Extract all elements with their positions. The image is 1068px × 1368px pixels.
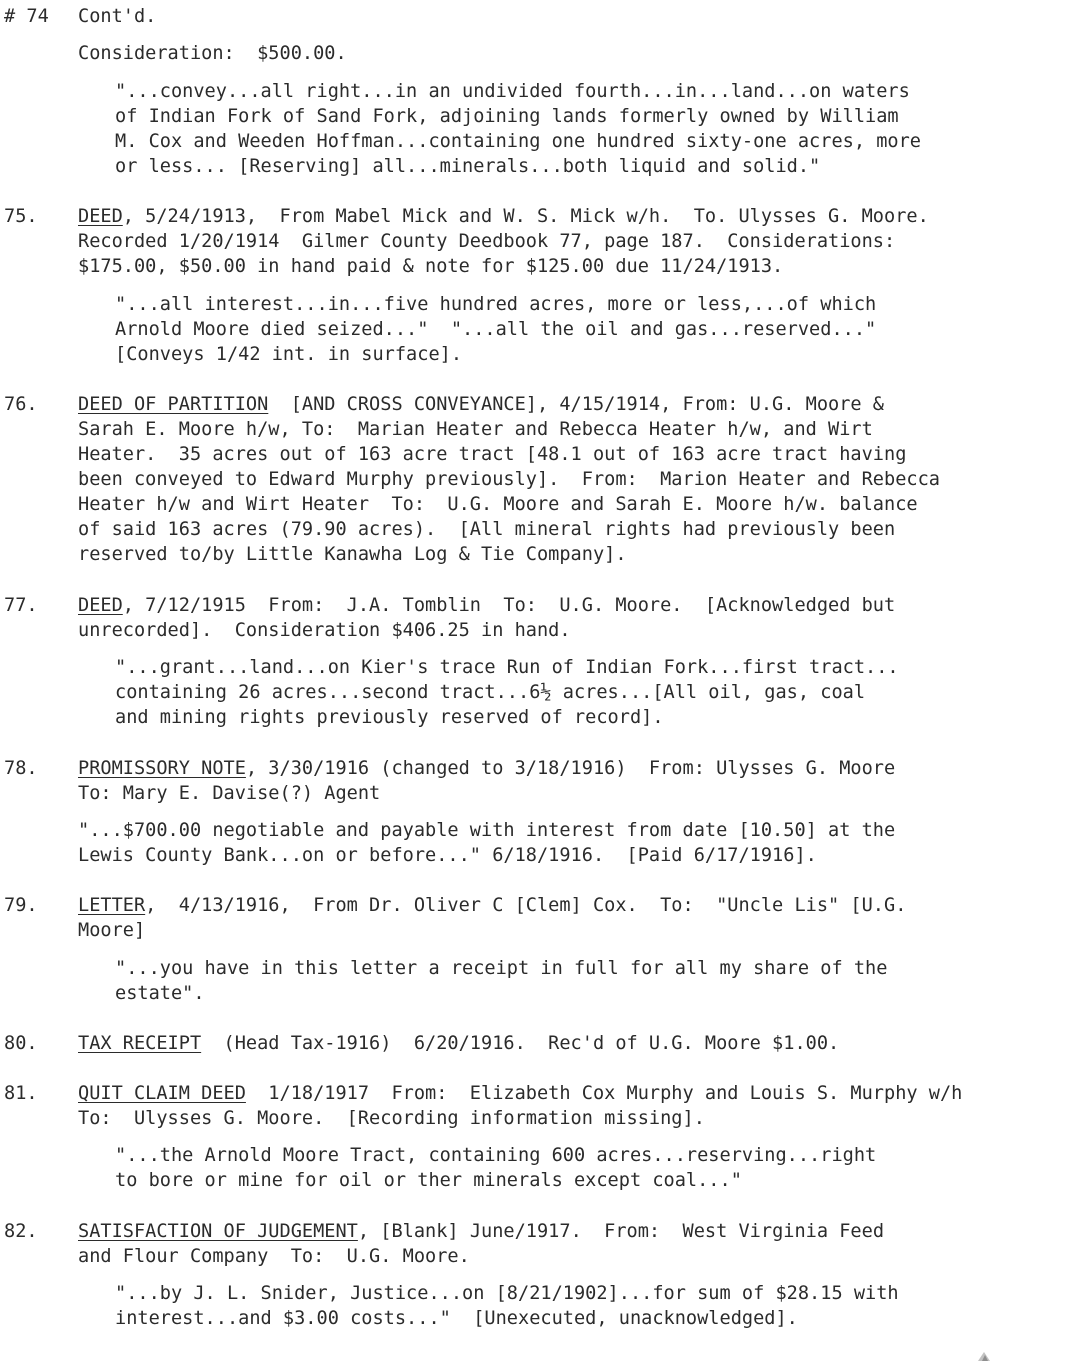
entry-number: 76. — [4, 394, 38, 415]
continued-label: Cont'd. — [78, 6, 157, 27]
entry-76-line: Heater. 35 acres out of 163 acre tract [48.1 out of 163 acre tract having — [78, 444, 907, 465]
entry-81-line: To: Ulysses G. Moore. [Recording information missing]. — [78, 1108, 705, 1129]
entry-title: QUIT CLAIM DEED — [78, 1083, 246, 1104]
entry-75-line: $175.00, $50.00 in hand paid & note for $125.00 due 11/24/1913. — [78, 256, 784, 277]
entry-81-quote: to bore or mine for oil or ther minerals except coal..." — [115, 1170, 742, 1191]
entry-76-line: reserved to/by Little Kanawha Log & Tie Company]. — [78, 544, 627, 565]
entry-82-quote: "...by J. L. Snider, Justice...on [8/21/1902]...for sum of $28.15 with — [115, 1283, 899, 1304]
entry-title: SATISFACTION OF JUDGEMENT — [78, 1221, 358, 1242]
entry-76-line: of said 163 acres (79.90 acres). [All mineral rights had previously been — [78, 519, 896, 540]
scan-mark-icon — [976, 1350, 992, 1362]
entry-number: 75. — [4, 206, 38, 227]
page-number: # 74 — [4, 6, 49, 27]
entry-77-line: unrecorded]. Consideration $406.25 in hand. — [78, 620, 571, 641]
entry-78-quote: "...$700.00 negotiable and payable with interest from date [10.50] at the — [78, 820, 896, 841]
entry-81-quote: "...the Arnold Moore Tract, containing 600 acres...reserving...right — [115, 1145, 877, 1166]
entry-78-line: To: Mary E. Davise(?) Agent — [78, 783, 381, 804]
entry-76-line: Heater h/w and Wirt Heater To: U.G. Moore and Sarah E. Moore h/w. balance — [78, 494, 918, 515]
entry-number: 78. — [4, 758, 38, 779]
intro-quote-line: or less... [Reserving] all...minerals...both liquid and solid." — [115, 156, 821, 177]
entry-78-line: PROMISSORY NOTE, 3/30/1916 (changed to 3/18/1916) From: Ulysses G. Moore — [78, 758, 896, 779]
entry-79-line: LETTER, 4/13/1916, From Dr. Oliver C [Clem] Cox. To: "Uncle Lis" [U.G. — [78, 895, 907, 916]
entry-78-quote: Lewis County Bank...on or before..." 6/18/1916. [Paid 6/17/1916]. — [78, 845, 817, 866]
entry-75-quote: [Conveys 1/42 int. in surface]. — [115, 344, 463, 365]
entry-76-line: been conveyed to Edward Murphy previously]. From: Marion Heater and Rebecca — [78, 469, 940, 490]
entry-number: 79. — [4, 895, 38, 916]
entry-82-quote: interest...and $3.00 costs..." [Unexecuted, unacknowledged]. — [115, 1308, 798, 1329]
entry-75-quote: Arnold Moore died seized..." "...all the oil and gas...reserved..." — [115, 319, 877, 340]
entry-title: PROMISSORY NOTE — [78, 758, 246, 779]
entry-79-quote: "...you have in this letter a receipt in full for all my share of the — [115, 958, 888, 979]
entry-title: DEED — [78, 595, 123, 616]
entry-76-line: DEED OF PARTITION [AND CROSS CONVEYANCE], 4/15/1914, From: U.G. Moore & — [78, 394, 885, 415]
entry-75-line: Recorded 1/20/1914 Gilmer County Deedbook 77, page 187. Considerations: — [78, 231, 896, 252]
entry-81-line: QUIT CLAIM DEED 1/18/1917 From: Elizabeth Cox Murphy and Louis S. Murphy w/h — [78, 1083, 963, 1104]
entry-82-line: and Flour Company To: U.G. Moore. — [78, 1246, 470, 1267]
consideration-line: Consideration: $500.00. — [78, 43, 347, 64]
entry-77-quote: containing 26 acres...second tract...6½ acres...[All oil, gas, coal — [115, 682, 866, 703]
entry-77-line: DEED, 7/12/1915 From: J.A. Tomblin To: U.G. Moore. [Acknowledged but — [78, 595, 896, 616]
entry-77-quote: "...grant...land...on Kier's trace Run of Indian Fork...first tract... — [115, 657, 899, 678]
entry-75-quote: "...all interest...in...five hundred acres, more or less,...of which — [115, 294, 877, 315]
intro-quote-line: "...convey...all right...in an undivided fourth...in...land...on waters — [115, 81, 910, 102]
entry-title: DEED — [78, 206, 123, 227]
entry-number: 77. — [4, 595, 38, 616]
entry-82-line: SATISFACTION OF JUDGEMENT, [Blank] June/1917. From: West Virginia Feed — [78, 1221, 885, 1242]
entry-79-quote: estate". — [115, 983, 205, 1004]
entry-number: 82. — [4, 1221, 38, 1242]
entry-79-line: Moore] — [78, 920, 146, 941]
entry-number: 81. — [4, 1083, 38, 1104]
entry-title: LETTER — [78, 895, 146, 916]
intro-quote-line: of Indian Fork of Sand Fork, adjoining lands formerly owned by William — [115, 106, 899, 127]
intro-quote-line: M. Cox and Weeden Hoffman...containing one hundred sixty-one acres, more — [115, 131, 921, 152]
entry-75-line: DEED, 5/24/1913, From Mabel Mick and W. S. Mick w/h. To. Ulysses G. Moore. — [78, 206, 929, 227]
entry-80-line: TAX RECEIPT (Head Tax-1916) 6/20/1916. Rec'd of U.G. Moore $1.00. — [78, 1033, 840, 1054]
entry-77-quote: and mining rights previously reserved of record]. — [115, 707, 664, 728]
entry-76-line: Sarah E. Moore h/w, To: Marian Heater and Rebecca Heater h/w, and Wirt — [78, 419, 873, 440]
entry-title: DEED OF PARTITION — [78, 394, 269, 415]
entry-number: 80. — [4, 1033, 38, 1054]
entry-title: TAX RECEIPT — [78, 1033, 202, 1054]
